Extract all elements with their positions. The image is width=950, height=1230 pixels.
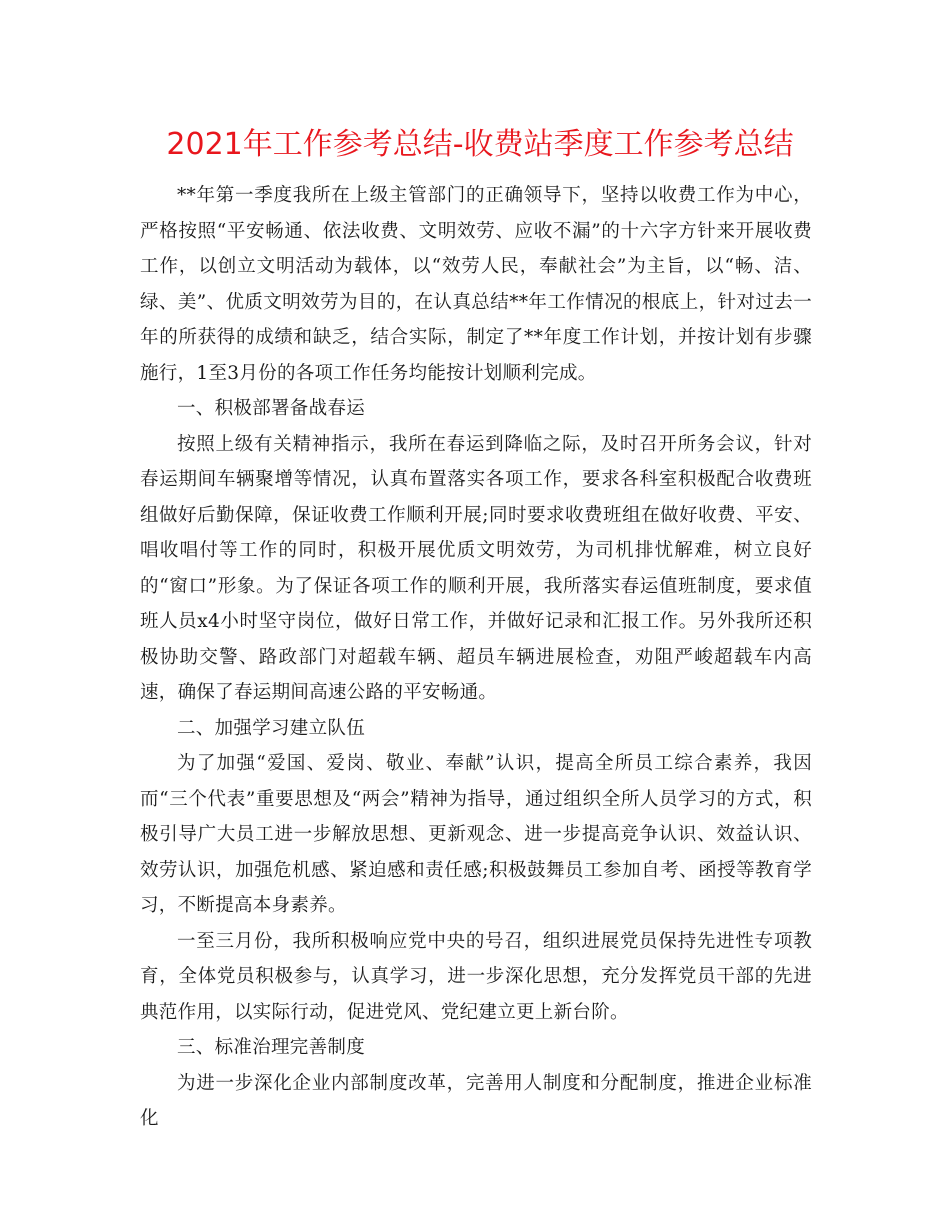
section-1-paragraph: 按照上级有关精神指示，我所在春运到降临之际，及时召开所务会议，针对春运期间车辆聚增等情况，认真布置落实各项工作，要求各科室积极配合收费班组做好后勤保障，保证收费工作顺利开展;同时要求收费班组在做好收费、平安、唱收唱付等工作的同时，积极开展优质文明效劳，为司机排忧解难，树立良好的“窗口”形象。为了保证各项工作的顺利开展，我所落实春运值班制度，要求值班人员x4小时坚守岗位，做好日常工作，并做好记录和汇报工作。另外我所还积极协助交警、路政部门对超载车辆、超员车辆进展检查，劝阻严峻超载车内高速，确保了春运期间高速公路的平安畅通。 [140,433,812,703]
document-title: 2021年工作参考总结-收费站季度工作参考总结 [166,127,794,162]
section-2-paragraph-2: 一至三月份，我所积极响应党中央的号召，组织进展党员保持先进性专项教育，全体党员积极参与，认真学习，进一步深化思想，充分发挥党员干部的先进典范作用，以实际行动，促进党风、党纪建立更上新台阶。 [140,930,812,1023]
section-1-heading: 一、积极部署备战春运 [177,398,366,419]
document-page [140,122,812,1137]
section-2-paragraph-1: 为了加强“爱国、爱岗、敬业、奉献”认识，提高全所员工综合素养，我因而“三个代表”重要思想及“两会”精神为指导，通过组织全所人员学习的方式，积极引导广大员工进一步解放思想、更新观念、进一步提高竞争认识、效益认识、效劳认识，加强危机感、紧迫感和责任感;积极鼓舞员工参加自考、函授等教育学习，不断提高本身素养。 [140,753,812,916]
section-3-heading: 三、标准治理完善制度 [177,1037,366,1058]
section-3-paragraph: 为进一步深化企业内部制度改革，完善用人制度和分配制度，推进企业标准化 [140,1072,812,1129]
section-2-heading: 二、加强学习建立队伍 [177,717,366,739]
intro-paragraph: **年第一季度我所在上级主管部门的正确领导下，坚持以收费工作为中心，严格按照“平安畅通、依法收费、文明效劳、应收不漏”的十六字方针来开展收费工作，以创立文明活动为载体，以“效劳人民，奉献社会”为主旨，以“畅、洁、绿、美”、优质文明效劳为目的，在认真总结**年工作情况的根底上，针对过去一年的所获得的成绩和缺乏，结合实际，制定了**年度工作计划，并按计划有步骤施行，1至3月份的各项工作任务均能按计划顺利完成。 [140,185,812,384]
